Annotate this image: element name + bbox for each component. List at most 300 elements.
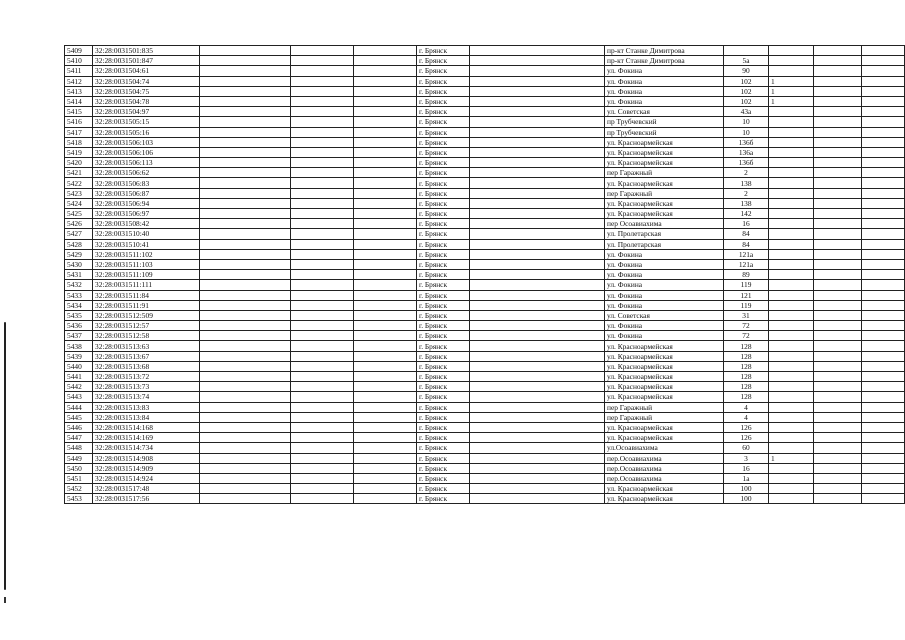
empty-cell: [470, 188, 605, 198]
house-number-cell: 136а: [724, 147, 769, 157]
table-row: [65, 219, 905, 229]
house-number-cell: 89: [724, 270, 769, 280]
empty-cell: [862, 259, 905, 269]
cadastral-number-cell: 32:28:0031504:74: [93, 76, 200, 86]
empty-cell: [862, 66, 905, 76]
cadastral-number-cell: 32:28:0031511:109: [93, 270, 200, 280]
house-number-cell: 90: [724, 66, 769, 76]
city-cell: г. Брянск: [417, 137, 470, 147]
empty-cell: [354, 463, 417, 473]
empty-cell: [354, 127, 417, 137]
flag-cell: [769, 147, 814, 157]
empty-cell: [470, 331, 605, 341]
flag-cell: [769, 473, 814, 483]
table-row: [65, 443, 905, 453]
row-number-cell: 5431: [65, 270, 93, 280]
city-cell: г. Брянск: [417, 443, 470, 453]
street-cell: ул. Красноармейская: [605, 351, 724, 361]
cadastral-number-cell: 32:28:0031513:74: [93, 392, 200, 402]
empty-cell: [291, 361, 354, 371]
flag-cell: [769, 484, 814, 494]
empty-cell: [814, 433, 862, 443]
empty-cell: [470, 198, 605, 208]
empty-cell: [200, 310, 291, 320]
flag-cell: [769, 290, 814, 300]
city-cell: г. Брянск: [417, 463, 470, 473]
empty-cell: [470, 382, 605, 392]
empty-cell: [291, 290, 354, 300]
street-cell: пер Гаражный: [605, 188, 724, 198]
empty-cell: [291, 147, 354, 157]
flag-cell: 1: [769, 76, 814, 86]
empty-cell: [291, 56, 354, 66]
street-cell: пер.Осоавиахима: [605, 463, 724, 473]
street-cell: ул. Советская: [605, 107, 724, 117]
row-number-cell: 5452: [65, 484, 93, 494]
city-cell: г. Брянск: [417, 178, 470, 188]
empty-cell: [354, 158, 417, 168]
row-number-cell: 5434: [65, 300, 93, 310]
empty-cell: [862, 341, 905, 351]
empty-cell: [814, 412, 862, 422]
row-number-cell: 5436: [65, 321, 93, 331]
cadastral-number-cell: 32:28:0031506:83: [93, 178, 200, 188]
empty-cell: [291, 443, 354, 453]
empty-cell: [470, 158, 605, 168]
city-cell: г. Брянск: [417, 382, 470, 392]
street-cell: ул. Красноармейская: [605, 341, 724, 351]
house-number-cell: 31: [724, 310, 769, 320]
empty-cell: [814, 321, 862, 331]
empty-cell: [291, 209, 354, 219]
empty-cell: [200, 168, 291, 178]
street-cell: ул. Красноармейская: [605, 158, 724, 168]
empty-cell: [814, 382, 862, 392]
row-number-cell: 5453: [65, 494, 93, 504]
row-number-cell: 5440: [65, 361, 93, 371]
empty-cell: [470, 351, 605, 361]
cadastral-number-cell: 32:28:0031511:111: [93, 280, 200, 290]
empty-cell: [862, 280, 905, 290]
empty-cell: [291, 107, 354, 117]
table-row: [65, 310, 905, 320]
empty-cell: [354, 259, 417, 269]
city-cell: г. Брянск: [417, 198, 470, 208]
empty-cell: [291, 300, 354, 310]
empty-cell: [814, 168, 862, 178]
empty-cell: [814, 351, 862, 361]
empty-cell: [470, 321, 605, 331]
flag-cell: [769, 494, 814, 504]
flag-cell: [769, 219, 814, 229]
empty-cell: [291, 392, 354, 402]
city-cell: г. Брянск: [417, 46, 470, 56]
empty-cell: [862, 86, 905, 96]
street-cell: ул. Фокина: [605, 331, 724, 341]
empty-cell: [862, 443, 905, 453]
street-cell: ул. Красноармейская: [605, 137, 724, 147]
city-cell: г. Брянск: [417, 290, 470, 300]
row-number-cell: 5413: [65, 86, 93, 96]
empty-cell: [814, 249, 862, 259]
flag-cell: [769, 46, 814, 56]
house-number-cell: 4: [724, 402, 769, 412]
empty-cell: [291, 433, 354, 443]
empty-cell: [291, 259, 354, 269]
flag-cell: [769, 239, 814, 249]
house-number-cell: 136б: [724, 158, 769, 168]
city-cell: г. Брянск: [417, 209, 470, 219]
city-cell: г. Брянск: [417, 117, 470, 127]
empty-cell: [862, 198, 905, 208]
empty-cell: [862, 402, 905, 412]
house-number-cell: 60: [724, 443, 769, 453]
empty-cell: [200, 86, 291, 96]
empty-cell: [291, 76, 354, 86]
empty-cell: [862, 351, 905, 361]
street-cell: ул. Фокина: [605, 76, 724, 86]
empty-cell: [200, 473, 291, 483]
cadastral-number-cell: 32:28:0031506:97: [93, 209, 200, 219]
house-number-cell: 4: [724, 412, 769, 422]
empty-cell: [200, 484, 291, 494]
empty-cell: [814, 422, 862, 432]
empty-cell: [200, 56, 291, 66]
city-cell: г. Брянск: [417, 270, 470, 280]
empty-cell: [470, 96, 605, 106]
row-number-cell: 5441: [65, 372, 93, 382]
cadastral-number-cell: 32:28:0031514:169: [93, 433, 200, 443]
cadastral-number-cell: 32:28:0031511:102: [93, 249, 200, 259]
empty-cell: [470, 310, 605, 320]
empty-cell: [291, 46, 354, 56]
cadastral-number-cell: 32:28:0031510:40: [93, 229, 200, 239]
empty-cell: [470, 473, 605, 483]
empty-cell: [200, 331, 291, 341]
flag-cell: [769, 310, 814, 320]
city-cell: г. Брянск: [417, 158, 470, 168]
cadastral-number-cell: 32:28:0031506:106: [93, 147, 200, 157]
flag-cell: [769, 259, 814, 269]
house-number-cell: 1а: [724, 473, 769, 483]
city-cell: г. Брянск: [417, 372, 470, 382]
empty-cell: [291, 178, 354, 188]
empty-cell: [291, 494, 354, 504]
empty-cell: [814, 361, 862, 371]
cadastral-number-cell: 32:28:0031508:42: [93, 219, 200, 229]
empty-cell: [814, 178, 862, 188]
empty-cell: [200, 372, 291, 382]
empty-cell: [200, 351, 291, 361]
cadastral-number-cell: 32:28:0031517:48: [93, 484, 200, 494]
empty-cell: [200, 270, 291, 280]
row-number-cell: 5446: [65, 422, 93, 432]
street-cell: ул. Фокина: [605, 96, 724, 106]
street-cell: пер.Осоавиахима: [605, 453, 724, 463]
row-number-cell: 5438: [65, 341, 93, 351]
city-cell: г. Брянск: [417, 127, 470, 137]
empty-cell: [354, 66, 417, 76]
row-number-cell: 5420: [65, 158, 93, 168]
row-number-cell: 5443: [65, 392, 93, 402]
empty-cell: [354, 402, 417, 412]
street-cell: ул. Фокина: [605, 86, 724, 96]
empty-cell: [814, 56, 862, 66]
cadastral-number-cell: 32:28:0031510:41: [93, 239, 200, 249]
empty-cell: [291, 270, 354, 280]
table-row: [65, 168, 905, 178]
empty-cell: [814, 473, 862, 483]
table-row: [65, 259, 905, 269]
cadastral-number-cell: 32:28:0031504:78: [93, 96, 200, 106]
house-number-cell: 121а: [724, 249, 769, 259]
empty-cell: [470, 494, 605, 504]
scan-artifact-mark: [4, 597, 6, 603]
empty-cell: [291, 96, 354, 106]
table-row: [65, 290, 905, 300]
house-number-cell: 136б: [724, 137, 769, 147]
empty-cell: [291, 341, 354, 351]
cadastral-number-cell: 32:28:0031505:16: [93, 127, 200, 137]
street-cell: пер Гаражный: [605, 168, 724, 178]
row-number-cell: 5421: [65, 168, 93, 178]
row-number-cell: 5419: [65, 147, 93, 157]
empty-cell: [814, 117, 862, 127]
empty-cell: [814, 127, 862, 137]
cadastral-number-cell: 32:28:0031501:847: [93, 56, 200, 66]
street-cell: ул. Фокина: [605, 259, 724, 269]
flag-cell: [769, 443, 814, 453]
empty-cell: [470, 229, 605, 239]
flag-cell: [769, 178, 814, 188]
street-cell: ул. Красноармейская: [605, 382, 724, 392]
table-row: [65, 229, 905, 239]
empty-cell: [862, 96, 905, 106]
house-number-cell: 16: [724, 463, 769, 473]
empty-cell: [200, 76, 291, 86]
row-number-cell: 5435: [65, 310, 93, 320]
empty-cell: [354, 392, 417, 402]
empty-cell: [862, 494, 905, 504]
empty-cell: [814, 372, 862, 382]
house-number-cell: 5а: [724, 56, 769, 66]
flag-cell: 1: [769, 86, 814, 96]
empty-cell: [814, 453, 862, 463]
table-row: [65, 331, 905, 341]
empty-cell: [862, 422, 905, 432]
empty-cell: [291, 239, 354, 249]
city-cell: г. Брянск: [417, 331, 470, 341]
flag-cell: [769, 372, 814, 382]
street-cell: ул. Фокина: [605, 270, 724, 280]
cadastral-number-cell: 32:28:0031504:75: [93, 86, 200, 96]
empty-cell: [862, 473, 905, 483]
flag-cell: [769, 433, 814, 443]
empty-cell: [862, 46, 905, 56]
city-cell: г. Брянск: [417, 433, 470, 443]
empty-cell: [291, 127, 354, 137]
table-row: [65, 137, 905, 147]
flag-cell: [769, 127, 814, 137]
row-number-cell: 5449: [65, 453, 93, 463]
house-number-cell: 10: [724, 127, 769, 137]
empty-cell: [470, 107, 605, 117]
table-row: [65, 158, 905, 168]
house-number-cell: 142: [724, 209, 769, 219]
empty-cell: [200, 321, 291, 331]
empty-cell: [862, 382, 905, 392]
flag-cell: [769, 158, 814, 168]
row-number-cell: 5442: [65, 382, 93, 392]
scan-artifact-line: [4, 322, 6, 590]
flag-cell: 1: [769, 453, 814, 463]
empty-cell: [862, 178, 905, 188]
cadastral-number-cell: 32:28:0031513:63: [93, 341, 200, 351]
empty-cell: [862, 412, 905, 422]
empty-cell: [354, 310, 417, 320]
city-cell: г. Брянск: [417, 168, 470, 178]
empty-cell: [354, 372, 417, 382]
empty-cell: [291, 412, 354, 422]
empty-cell: [814, 147, 862, 157]
empty-cell: [862, 107, 905, 117]
city-cell: г. Брянск: [417, 361, 470, 371]
street-cell: ул. Пролетарская: [605, 239, 724, 249]
empty-cell: [814, 188, 862, 198]
empty-cell: [291, 351, 354, 361]
table-row: [65, 249, 905, 259]
empty-cell: [291, 372, 354, 382]
empty-cell: [291, 280, 354, 290]
empty-cell: [814, 331, 862, 341]
empty-cell: [814, 158, 862, 168]
table-row: [65, 188, 905, 198]
table-row: [65, 382, 905, 392]
cadastral-number-cell: 32:28:0031505:15: [93, 117, 200, 127]
empty-cell: [291, 137, 354, 147]
empty-cell: [470, 147, 605, 157]
table-row: [65, 494, 905, 504]
cadastral-number-cell: 32:28:0031506:94: [93, 198, 200, 208]
empty-cell: [200, 412, 291, 422]
empty-cell: [200, 280, 291, 290]
city-cell: г. Брянск: [417, 76, 470, 86]
empty-cell: [200, 117, 291, 127]
row-number-cell: 5430: [65, 259, 93, 269]
table-row: [65, 270, 905, 280]
empty-cell: [200, 463, 291, 473]
street-cell: ул.Осоавиахима: [605, 443, 724, 453]
empty-cell: [354, 239, 417, 249]
empty-cell: [814, 341, 862, 351]
empty-cell: [291, 249, 354, 259]
cadastral-number-cell: 32:28:0031512:57: [93, 321, 200, 331]
house-number-cell: 2: [724, 168, 769, 178]
empty-cell: [200, 158, 291, 168]
city-cell: г. Брянск: [417, 300, 470, 310]
city-cell: г. Брянск: [417, 392, 470, 402]
empty-cell: [200, 147, 291, 157]
empty-cell: [470, 290, 605, 300]
table-row: [65, 107, 905, 117]
cadastral-number-cell: 32:28:0031512:58: [93, 331, 200, 341]
empty-cell: [354, 453, 417, 463]
street-cell: ул. Красноармейская: [605, 209, 724, 219]
empty-cell: [291, 158, 354, 168]
city-cell: г. Брянск: [417, 259, 470, 269]
flag-cell: [769, 463, 814, 473]
empty-cell: [814, 219, 862, 229]
empty-cell: [814, 198, 862, 208]
house-number-cell: 138: [724, 178, 769, 188]
empty-cell: [470, 86, 605, 96]
city-cell: г. Брянск: [417, 494, 470, 504]
empty-cell: [470, 453, 605, 463]
house-number-cell: 84: [724, 229, 769, 239]
flag-cell: [769, 137, 814, 147]
row-number-cell: 5425: [65, 209, 93, 219]
empty-cell: [354, 147, 417, 157]
empty-cell: [470, 280, 605, 290]
house-number-cell: 43а: [724, 107, 769, 117]
flag-cell: [769, 402, 814, 412]
cadastral-number-cell: 32:28:0031511:84: [93, 290, 200, 300]
city-cell: г. Брянск: [417, 412, 470, 422]
street-cell: ул. Красноармейская: [605, 484, 724, 494]
empty-cell: [470, 463, 605, 473]
table-row: [65, 239, 905, 249]
cadastral-number-cell: 32:28:0031506:87: [93, 188, 200, 198]
city-cell: г. Брянск: [417, 473, 470, 483]
table-row: [65, 86, 905, 96]
empty-cell: [291, 66, 354, 76]
flag-cell: [769, 168, 814, 178]
street-cell: пер.Осоавиахима: [605, 473, 724, 483]
street-cell: ул. Фокина: [605, 321, 724, 331]
street-cell: ул. Красноармейская: [605, 147, 724, 157]
flag-cell: [769, 361, 814, 371]
empty-cell: [814, 443, 862, 453]
street-cell: пер Гаражный: [605, 402, 724, 412]
empty-cell: [200, 392, 291, 402]
empty-cell: [862, 137, 905, 147]
city-cell: г. Брянск: [417, 96, 470, 106]
empty-cell: [814, 209, 862, 219]
flag-cell: [769, 249, 814, 259]
house-number-cell: 128: [724, 372, 769, 382]
empty-cell: [354, 484, 417, 494]
cadastral-number-cell: 32:28:0031514:924: [93, 473, 200, 483]
city-cell: г. Брянск: [417, 219, 470, 229]
city-cell: г. Брянск: [417, 422, 470, 432]
empty-cell: [200, 229, 291, 239]
empty-cell: [862, 484, 905, 494]
house-number-cell: [724, 46, 769, 56]
empty-cell: [200, 188, 291, 198]
house-number-cell: 128: [724, 382, 769, 392]
cadastral-number-cell: 32:28:0031513:84: [93, 412, 200, 422]
table-row: [65, 402, 905, 412]
table-row: [65, 341, 905, 351]
row-number-cell: 5432: [65, 280, 93, 290]
row-number-cell: 5428: [65, 239, 93, 249]
empty-cell: [862, 290, 905, 300]
empty-cell: [200, 96, 291, 106]
empty-cell: [354, 270, 417, 280]
empty-cell: [862, 463, 905, 473]
empty-cell: [470, 422, 605, 432]
city-cell: г. Брянск: [417, 239, 470, 249]
